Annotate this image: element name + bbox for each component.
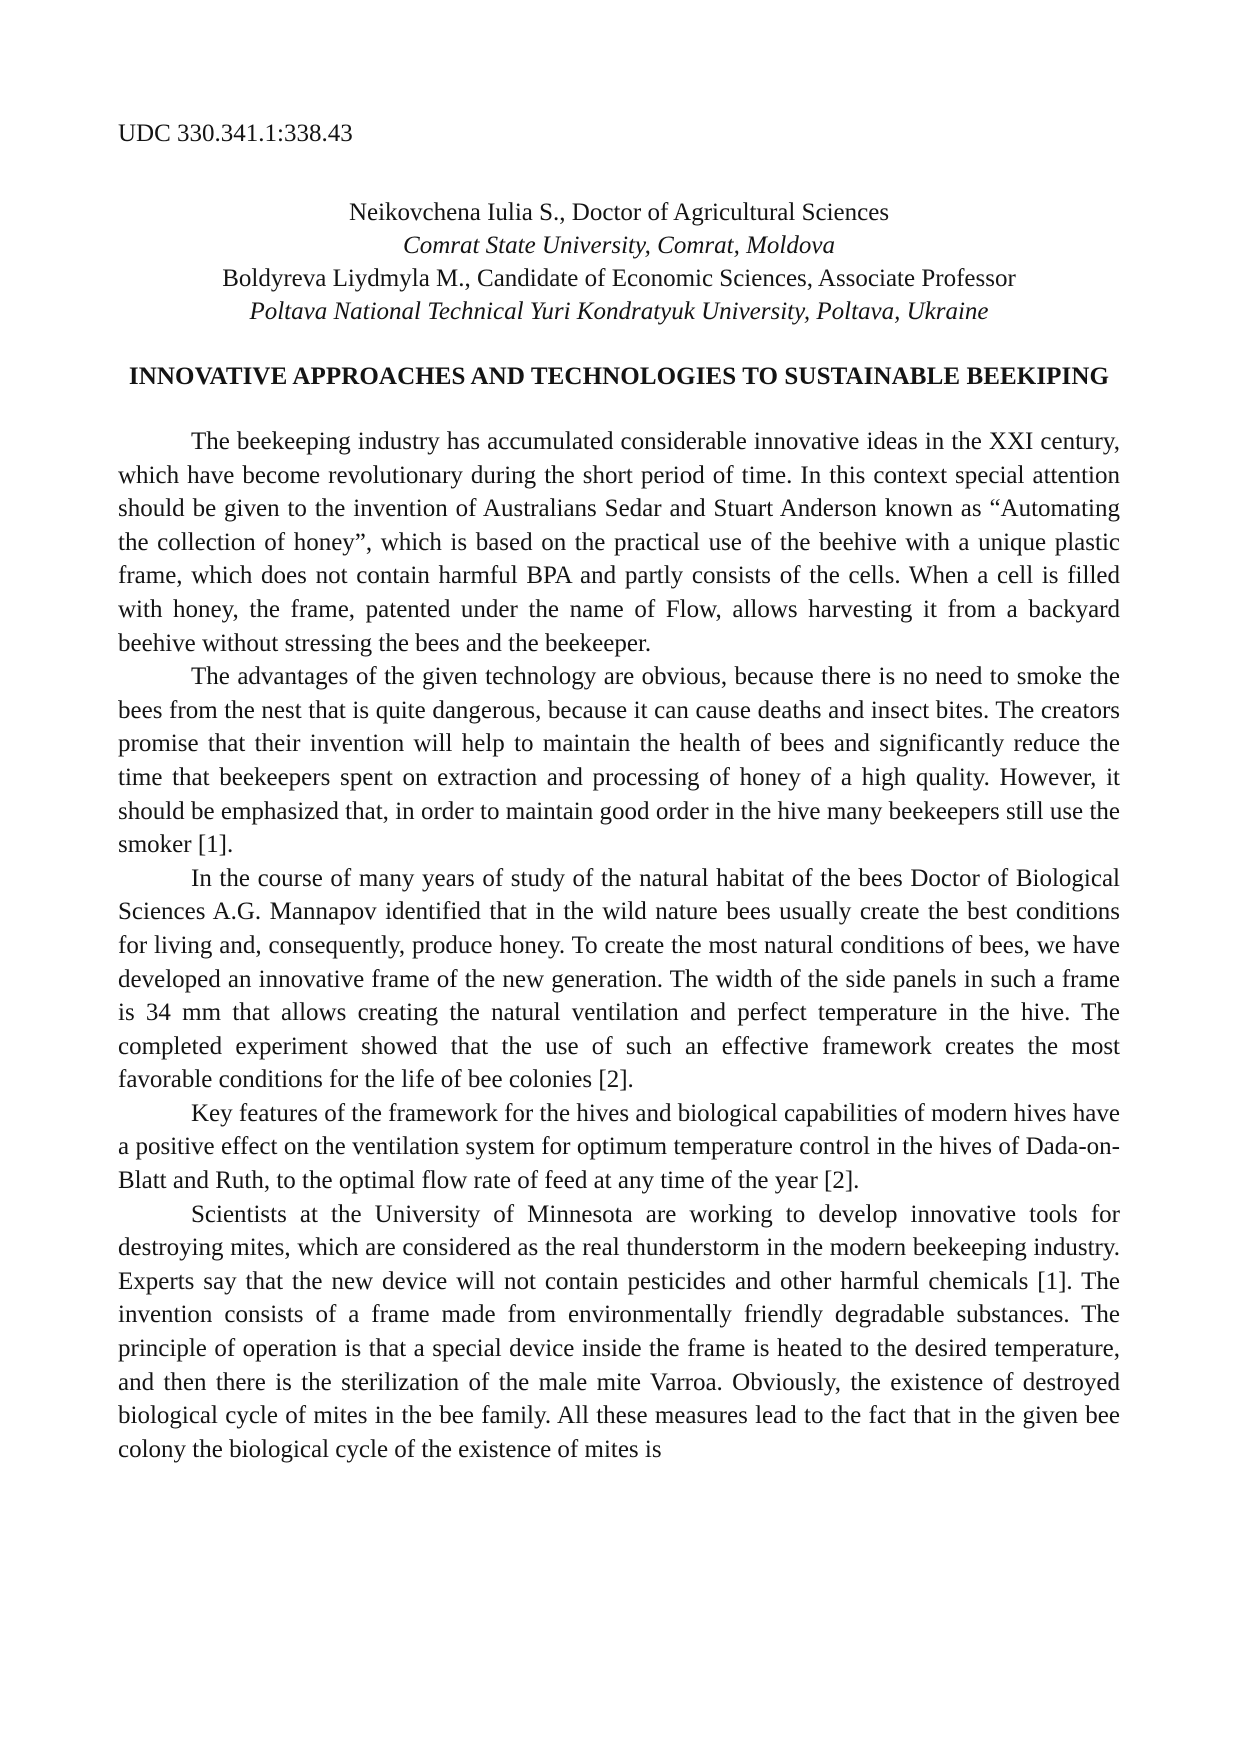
paragraph: The advantages of the given technology are obvious, because there is no need to smoke the bees from the nest that is quite dangerous, because it can cause deaths and insect bites. The creators promise that their invention will help to maintain the health of bees and significantly reduce the time that beekeepers spent on extraction and processing of honey of a high quality. However, it should be emphasized that, in order to maintain good order in the hive many beekeepers still use the smoker [1]. — [118, 663, 1120, 859]
body-text — [118, 425, 1120, 1466]
document-page — [118, 118, 1120, 1466]
paragraph: Key features of the framework for the hives and biological capabilities of modern hives have a positive effect on the ventilation system for optimum temperature control in the hives of Dada-on-Blatt and Ruth, to the optimal flow rate of feed at any time of the year [2]. — [118, 1099, 1120, 1195]
paragraph: In the course of many years of study of the natural habitat of the bees Doctor of Biological Sciences A.G. Mannapov identified that in the wild nature bees usually create the best conditions for living and, consequently, produce honey. To create the most natural conditions of bees, we have developed an innovative frame of the new generation. The width of the side panels in such a frame is 34 mm that allows creating the natural ventilation and perfect temperature in the hive. The completed experiment showed that the use of such an effective framework creates the most favorable conditions for the life of bee colonies [2]. — [118, 864, 1120, 1094]
paragraph: The beekeeping industry has accumulated considerable innovative ideas in the XXI century, which have become revolutionary during the short period of time. In this context special attention should be given to the invention of Australians Sedar and Stuart Anderson known as “Automating the collection of honey”, which is based on the practical use of the beehive with a unique plastic frame, which does not contain harmful BPA and partly consists of the cells. When a cell is filled with honey, the frame, patented under the name of Flow, allows harvesting it from a backyard beehive without stressing the bees and the beekeeper. — [118, 428, 1120, 657]
paragraph: Scientists at the University of Minnesota are working to develop innovative tools for destroying mites, which are considered as the real thunderstorm in the modern beekeeping industry. Experts say that the new device will not contain pesticides and other harmful chemicals [1]. The invention consists of a frame made from environmentally friendly degradable substances. The principle of operation is that a special device inside the frame is heated to the desired temperature, and then there is the sterilization of the male mite Varroa. Obviously, the existence of destroyed biological cycle of mites in the bee family. All these measures lead to the fact that in the given bee colony the biological cycle of the existence of mites is — [118, 1200, 1120, 1463]
author-affiliation: Poltava National Technical Yuri Kondratyuk University, Poltava, Ukraine — [249, 298, 989, 325]
author-name: Boldyreva Liydmyla M., Candidate of Economic Sciences, Associate Professor — [222, 265, 1016, 292]
author-name: Neikovchena Iulia S., Doctor of Agricultural Sciences — [348, 199, 890, 226]
udc-code: UDC 330.341.1:338.43 — [118, 120, 353, 147]
authors-block — [118, 196, 1120, 328]
author-affiliation: Comrat State University, Comrat, Moldova — [403, 232, 835, 259]
paper-title: INNOVATIVE APPROACHES AND TECHNOLOGIES TO SUSTAINABLE BEEKIPING — [128, 363, 1110, 390]
